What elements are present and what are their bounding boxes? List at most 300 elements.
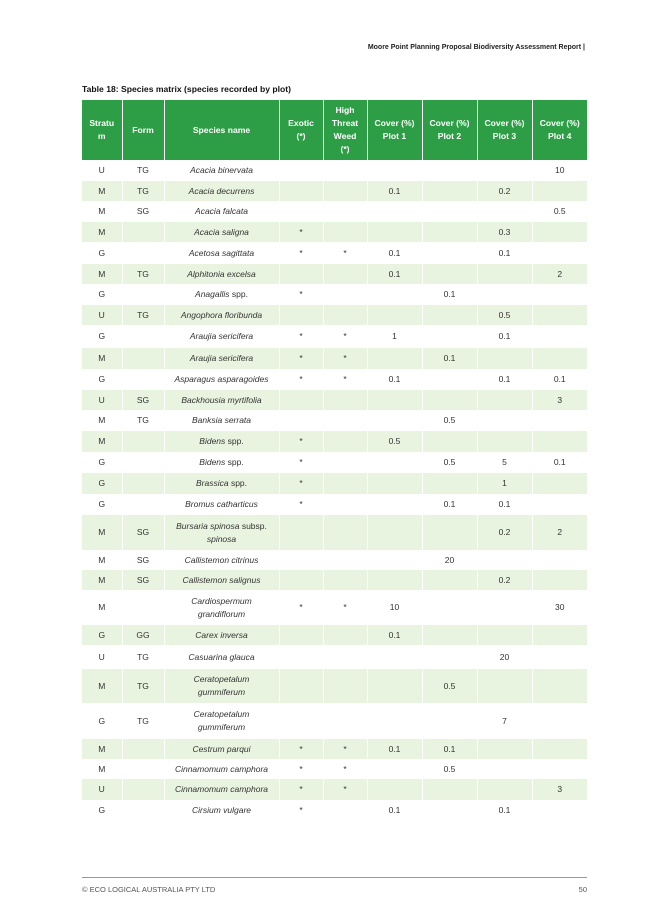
stratum-cell: G — [82, 625, 122, 645]
form-cell — [122, 494, 164, 515]
species-name: Acacia falcata — [195, 206, 248, 216]
p1-cell: 10 — [367, 590, 422, 625]
species-name-continued: gummiferum — [197, 687, 246, 697]
p4-cell — [532, 410, 587, 431]
species-name-cell — [164, 669, 279, 703]
p3-cell — [477, 590, 532, 625]
table-row — [82, 410, 587, 431]
stratum-cell: M — [82, 348, 122, 369]
p4-cell — [532, 284, 587, 305]
column-header: Form — [122, 100, 164, 160]
form-cell: SG — [122, 515, 164, 550]
exotic-cell: * — [279, 473, 323, 494]
species-name: Ceratopetalum — [193, 674, 250, 684]
p2-cell: 0.1 — [422, 739, 477, 759]
stratum-cell: G — [82, 284, 122, 305]
p4-cell: 2 — [532, 264, 587, 284]
stratum-cell: M — [82, 739, 122, 759]
column-header: Cover (%) Plot 2 — [422, 100, 477, 160]
htw-cell — [323, 390, 367, 410]
p3-cell — [477, 625, 532, 645]
htw-cell — [323, 160, 367, 181]
column-header: High Threat Weed (*) — [323, 100, 367, 160]
species-name: Cardiospermum — [191, 595, 252, 606]
p3-cell: 0.1 — [477, 325, 532, 348]
table-caption: Table 18: Species matrix (species recorded by plot) — [82, 84, 292, 94]
p4-cell — [532, 222, 587, 242]
exotic-cell: * — [279, 494, 323, 515]
p3-cell — [477, 759, 532, 779]
htw-cell: * — [323, 369, 367, 390]
form-cell: TG — [122, 305, 164, 325]
p2-cell — [422, 431, 477, 452]
species-name-cell — [164, 779, 279, 800]
species-name: Acacia binervata — [190, 165, 253, 175]
species-name-cell — [164, 759, 279, 779]
p3-cell: 0.2 — [477, 570, 532, 590]
species-name-cell — [164, 800, 279, 820]
p2-cell — [422, 800, 477, 820]
p1-cell — [367, 703, 422, 739]
p3-cell — [477, 264, 532, 284]
p1-cell — [367, 759, 422, 779]
table-row — [82, 348, 587, 369]
p4-cell: 2 — [532, 515, 587, 550]
stratum-cell: U — [82, 779, 122, 800]
stratum-cell: U — [82, 390, 122, 410]
species-name: Callistemon salignus — [182, 574, 261, 585]
form-cell: SG — [122, 570, 164, 590]
htw-cell — [323, 201, 367, 222]
form-cell — [122, 473, 164, 494]
htw-cell: * — [323, 759, 367, 779]
species-name: Carex inversa — [195, 629, 248, 640]
species-name-cell — [164, 473, 279, 494]
species-name-cell — [164, 550, 279, 570]
p4-cell: 10 — [555, 165, 565, 175]
stratum-cell: G — [82, 369, 122, 390]
p1-cell — [367, 452, 422, 473]
table-row — [82, 390, 587, 410]
htw-cell — [323, 305, 367, 325]
p2-cell: 0.1 — [422, 348, 477, 369]
table-row — [82, 325, 587, 348]
p3-cell: 0.5 — [477, 305, 532, 325]
stratum-cell: M — [82, 515, 122, 550]
p1-cell: 0.1 — [367, 625, 422, 645]
table-header-row — [82, 100, 587, 160]
p3-cell: 0.2 — [477, 181, 532, 201]
p2-cell — [422, 222, 477, 242]
exotic-cell: * — [279, 325, 323, 348]
form-cell: GG — [122, 625, 164, 645]
table-row — [82, 181, 587, 201]
p1-cell — [367, 410, 422, 431]
stratum-cell: M — [82, 201, 122, 222]
htw-cell: * — [323, 739, 367, 759]
p4-cell — [532, 759, 587, 779]
p3-cell — [477, 669, 532, 703]
table-row — [82, 739, 587, 759]
p2-cell — [422, 515, 477, 550]
form-cell: SG — [122, 550, 164, 570]
species-name-cell — [164, 201, 279, 222]
exotic-cell: * — [279, 452, 323, 473]
exotic-cell: * — [279, 369, 323, 390]
species-name: Bidens — [199, 457, 226, 467]
p3-cell: 0.3 — [477, 222, 532, 242]
htw-cell — [323, 625, 367, 645]
htw-cell: * — [323, 348, 367, 369]
species-qualifier: subsp. — [239, 520, 267, 531]
stratum-cell: M — [82, 410, 122, 431]
p2-cell — [422, 160, 477, 181]
table-row — [82, 452, 587, 473]
stratum-cell: U — [82, 160, 122, 181]
species-matrix-table — [82, 100, 587, 820]
species-name-cell — [164, 284, 279, 305]
p2-cell: 0.5 — [422, 669, 477, 703]
form-cell — [122, 759, 164, 779]
exotic-cell — [279, 515, 323, 550]
exotic-cell — [279, 669, 323, 703]
p4-cell: 30 — [555, 602, 565, 612]
p4-cell: 3 — [532, 390, 587, 410]
species-name-cell — [164, 645, 279, 669]
table-row — [82, 494, 587, 515]
species-name: Angophora floribunda — [180, 309, 263, 320]
form-cell: SG — [122, 390, 164, 410]
p1-cell — [367, 473, 422, 494]
p4-cell — [532, 703, 587, 739]
htw-cell: * — [323, 325, 367, 348]
p2-cell — [422, 242, 477, 264]
p1-cell — [367, 669, 422, 703]
p2-cell: 0.5 — [422, 759, 477, 779]
table-row — [82, 669, 587, 703]
form-cell — [122, 325, 164, 348]
p4-cell — [532, 494, 587, 515]
table-row — [82, 625, 587, 645]
species-name-cell — [164, 390, 279, 410]
form-cell: TG — [122, 645, 164, 669]
htw-cell — [323, 431, 367, 452]
stratum-cell: M — [82, 264, 122, 284]
htw-cell — [323, 550, 367, 570]
table-row — [82, 242, 587, 264]
species-name-cell — [164, 222, 279, 242]
table-row — [82, 201, 587, 222]
p1-cell — [367, 222, 422, 242]
table-row — [82, 369, 587, 390]
p2-cell: 0.1 — [422, 284, 477, 305]
column-header: Species name — [164, 100, 279, 160]
table-row — [82, 515, 587, 550]
form-cell — [122, 800, 164, 820]
exotic-cell: * — [279, 242, 323, 264]
p1-cell — [367, 550, 422, 570]
p2-cell — [422, 201, 477, 222]
p3-cell — [477, 550, 532, 570]
p1-cell: 1 — [367, 325, 422, 348]
p1-cell — [367, 645, 422, 669]
p4-cell: 0.1 — [553, 374, 566, 384]
p3-cell — [477, 779, 532, 800]
species-qualifier: spp. — [225, 436, 244, 446]
species-name-cell — [164, 325, 279, 348]
form-cell — [122, 284, 164, 305]
p4-cell — [532, 348, 587, 369]
stratum-cell: G — [82, 473, 122, 494]
p2-cell: 0.5 — [422, 410, 477, 431]
species-qualifier: spp. — [228, 478, 248, 488]
exotic-cell — [279, 390, 323, 410]
p1-cell — [367, 570, 422, 590]
form-cell: SG — [122, 201, 164, 222]
htw-cell — [323, 284, 367, 305]
p4-cell — [532, 570, 587, 590]
species-name: Backhousia myrtifolia — [181, 394, 262, 405]
species-name: Alphitonia excelsa — [187, 268, 256, 279]
form-cell: TG — [122, 264, 164, 284]
column-header: Cover (%) Plot 4 — [532, 100, 587, 160]
form-cell: TG — [122, 669, 164, 703]
species-name-cell — [164, 494, 279, 515]
table-row — [82, 703, 587, 739]
species-name-cell — [164, 410, 279, 431]
stratum-cell: G — [82, 242, 122, 264]
species-name: Bidens — [199, 436, 226, 446]
table-row — [82, 222, 587, 242]
p1-cell: 0.1 — [367, 800, 422, 820]
table-row — [82, 570, 587, 590]
exotic-cell: * — [279, 284, 323, 305]
p3-cell: 20 — [477, 645, 532, 669]
stratum-cell: G — [82, 800, 122, 820]
stratum-cell: G — [82, 703, 122, 739]
p2-cell — [422, 473, 477, 494]
species-name: Acetosa sagittata — [188, 247, 255, 258]
table-row — [82, 800, 587, 820]
form-cell — [122, 242, 164, 264]
p4-cell — [532, 645, 587, 669]
form-cell: TG — [122, 410, 164, 431]
p1-cell: 0.1 — [367, 242, 422, 264]
htw-cell — [323, 452, 367, 473]
table-row — [82, 779, 587, 800]
p1-cell — [367, 201, 422, 222]
species-name: Acacia decurrens — [188, 185, 255, 196]
exotic-cell — [279, 410, 323, 431]
form-cell — [122, 431, 164, 452]
p3-cell — [477, 739, 532, 759]
p3-cell — [477, 160, 532, 181]
form-cell — [122, 452, 164, 473]
stratum-cell: G — [82, 325, 122, 348]
p1-cell — [367, 305, 422, 325]
species-name-cell — [164, 305, 279, 325]
table-row — [82, 305, 587, 325]
column-header: Cover (%) Plot 3 — [477, 100, 532, 160]
table-row — [82, 550, 587, 570]
p1-cell: 0.1 — [367, 264, 422, 284]
column-header: Stratu m — [82, 100, 122, 160]
species-name: Banksia serrata — [191, 415, 252, 425]
p4-cell — [532, 800, 587, 820]
form-cell: TG — [122, 703, 164, 739]
form-cell — [122, 348, 164, 369]
exotic-cell — [279, 645, 323, 669]
exotic-cell — [279, 305, 323, 325]
p3-cell — [477, 348, 532, 369]
htw-cell: * — [323, 242, 367, 264]
form-cell — [122, 590, 164, 625]
stratum-cell: U — [82, 645, 122, 669]
table-body — [82, 160, 587, 820]
p1-cell: 0.1 — [367, 181, 422, 201]
species-name-cell — [164, 570, 279, 590]
p3-cell: 0.2 — [477, 515, 532, 550]
table-row — [82, 264, 587, 284]
species-name-cell — [164, 369, 279, 390]
p4-cell — [532, 550, 587, 570]
species-name-cell — [164, 590, 279, 625]
page-number: 50 — [578, 885, 587, 894]
exotic-cell — [279, 703, 323, 739]
report-header: Moore Point Planning Proposal Biodiversity Assessment Report | — [367, 44, 585, 51]
species-name: Acacia saligna — [194, 226, 249, 237]
p2-cell — [422, 570, 477, 590]
p2-cell: 0.1 — [422, 494, 477, 515]
species-name: Anagallis — [195, 289, 230, 299]
table-row — [82, 431, 587, 452]
p4-cell — [532, 473, 587, 494]
species-name: Casuarina glauca — [188, 651, 255, 662]
stratum-cell: M — [82, 550, 122, 570]
p1-cell — [367, 390, 422, 410]
htw-cell — [323, 703, 367, 739]
p1-cell: 0.5 — [367, 431, 422, 452]
htw-cell — [323, 473, 367, 494]
exotic-cell — [279, 550, 323, 570]
htw-cell — [323, 181, 367, 201]
exotic-cell — [279, 160, 323, 181]
p1-cell — [367, 779, 422, 800]
stratum-cell: M — [82, 669, 122, 703]
exotic-cell: * — [279, 739, 323, 759]
species-name-cell — [164, 431, 279, 452]
p3-cell: 0.1 — [477, 369, 532, 390]
p2-cell — [422, 325, 477, 348]
species-name: Cirsium vulgare — [191, 804, 252, 815]
species-name-continued: grandiflorum — [197, 608, 246, 619]
form-cell: TG — [122, 181, 164, 201]
p1-cell: 0.1 — [367, 739, 422, 759]
exotic-cell: * — [279, 590, 323, 625]
p1-cell — [367, 160, 422, 181]
p2-cell — [422, 264, 477, 284]
species-name: Ceratopetalum — [193, 709, 250, 719]
htw-cell — [323, 669, 367, 703]
species-name: Asparagus asparagoides — [174, 374, 269, 384]
p4-cell — [532, 181, 587, 201]
p4-cell — [532, 325, 587, 348]
p4-cell: 0.5 — [553, 206, 566, 216]
stratum-cell: U — [82, 305, 122, 325]
exotic-cell — [279, 570, 323, 590]
p3-cell — [477, 431, 532, 452]
species-name-cell — [164, 625, 279, 645]
p4-cell — [532, 242, 587, 264]
htw-cell — [323, 494, 367, 515]
htw-cell — [323, 800, 367, 820]
stratum-cell: M — [82, 222, 122, 242]
p1-cell — [367, 515, 422, 550]
species-name-cell — [164, 739, 279, 759]
htw-cell — [323, 264, 367, 284]
species-name: Araujia sericifera — [189, 331, 254, 341]
exotic-cell — [279, 201, 323, 222]
exotic-cell: * — [279, 759, 323, 779]
p2-cell — [422, 645, 477, 669]
p2-cell — [422, 305, 477, 325]
p3-cell — [477, 390, 532, 410]
stratum-cell: M — [82, 570, 122, 590]
column-header: Exotic (*) — [279, 100, 323, 160]
species-name: Bursaria spinosa — [176, 520, 240, 531]
p2-cell: 20 — [422, 550, 477, 570]
htw-cell: * — [323, 779, 367, 800]
species-name-continued: gummiferum — [197, 722, 246, 732]
table-row — [82, 759, 587, 779]
form-cell: TG — [122, 160, 164, 181]
column-header: Cover (%) Plot 1 — [367, 100, 422, 160]
species-name-cell — [164, 181, 279, 201]
table-row — [82, 160, 587, 181]
footer-divider — [82, 877, 587, 878]
species-name-cell — [164, 264, 279, 284]
table-row — [82, 590, 587, 625]
p2-cell — [422, 779, 477, 800]
footer-copyright: © ECO LOGICAL AUSTRALIA PTY LTD — [82, 885, 216, 894]
htw-cell — [323, 222, 367, 242]
htw-cell — [323, 570, 367, 590]
htw-cell — [323, 645, 367, 669]
table-row — [82, 284, 587, 305]
p2-cell — [422, 703, 477, 739]
p3-cell: 0.1 — [477, 242, 532, 264]
p2-cell — [422, 369, 477, 390]
species-qualifier: spp. — [225, 457, 244, 467]
form-cell — [122, 369, 164, 390]
p2-cell — [422, 181, 477, 201]
htw-cell: * — [323, 590, 367, 625]
p2-cell — [422, 590, 477, 625]
htw-cell — [323, 410, 367, 431]
p2-cell — [422, 625, 477, 645]
p3-cell — [477, 410, 532, 431]
p3-cell: 5 — [477, 452, 532, 473]
exotic-cell — [279, 181, 323, 201]
species-name: Callistemon citrinus — [184, 554, 259, 565]
stratum-cell: M — [82, 759, 122, 779]
form-cell — [122, 739, 164, 759]
stratum-cell: M — [82, 431, 122, 452]
species-name-cell — [164, 242, 279, 264]
species-name-continued: spinosa — [206, 533, 237, 544]
p2-cell: 0.5 — [422, 452, 477, 473]
p4-cell — [532, 625, 587, 645]
